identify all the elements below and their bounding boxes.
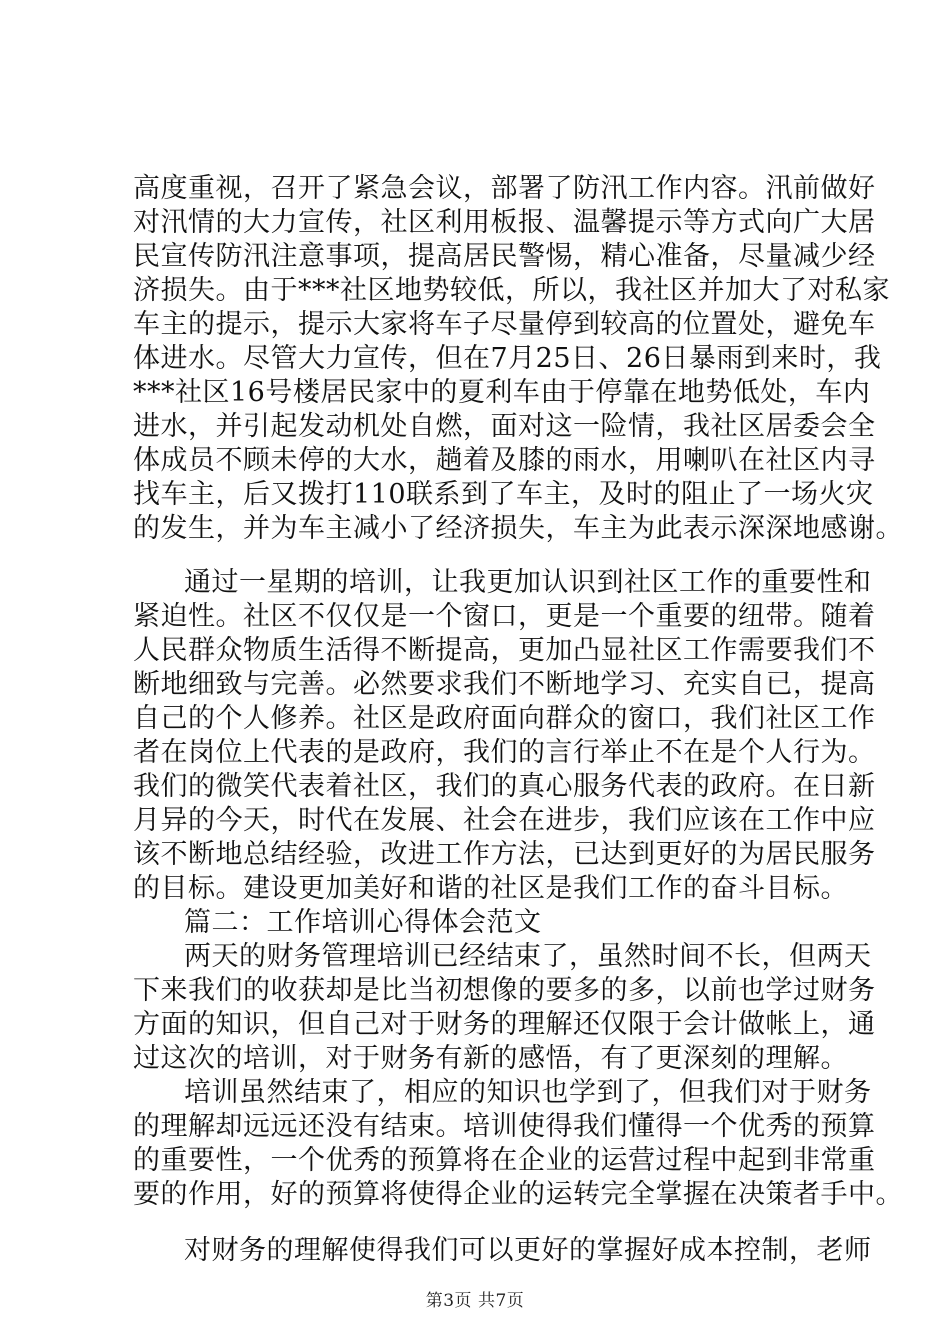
text-line: 对财务的理解使得我们可以更好的掌握好成本控制，老师	[184, 1235, 872, 1266]
text-line: 的理解却远远还没有结束。培训使得我们懂得一个优秀的预算	[133, 1111, 876, 1142]
text-line: 的发生，并为车主减小了经济损失，车主为此表示深深地感谢。	[133, 513, 903, 544]
text-line: 的目标。建设更加美好和谐的社区是我们工作的奋斗目标。	[133, 873, 848, 904]
text-line: 培训虽然结束了，相应的知识也学到了，但我们对于财务	[184, 1077, 872, 1108]
text-line: 我们的微笑代表着社区，我们的真心服务代表的政府。在日新	[133, 771, 876, 802]
text-line: ***社区16号楼居民家中的夏利车由于停靠在地势低处，车内	[133, 377, 871, 408]
text-line: 车主的提示，提示大家将车子尽量停到较高的位置处，避免车	[133, 309, 876, 340]
text-line: 两天的财务管理培训已经结束了，虽然时间不长，但两天	[184, 941, 872, 972]
text-line: 高度重视，召开了紧急会议，部署了防汛工作内容。汛前做好	[133, 173, 876, 204]
text-line: 体进水。尽管大力宣传，但在7月25日、26日暴雨到来时，我	[133, 343, 882, 374]
page-footer: 第3页 共7页	[425, 1291, 525, 1311]
text-line: 下来我们的收获却是比当初想像的要多的多，以前也学过财务	[133, 975, 876, 1006]
text-line: 该不断地总结经验，改进工作方法，已达到更好的为居民服务	[133, 839, 876, 870]
text-line: 方面的知识，但自己对于财务的理解还仅限于会计做帐上，通	[133, 1009, 876, 1040]
text-line: 者在岗位上代表的是政府，我们的言行举止不在是个人行为。	[133, 737, 876, 768]
text-line: 自己的个人修养。社区是政府面向群众的窗口，我们社区工作	[133, 703, 876, 734]
text-line: 体成员不顾未停的大水，趟着及膝的雨水，用喇叭在社区内寻	[133, 445, 876, 476]
text-line: 进水，并引起发动机处自燃，面对这一险情，我社区居委会全	[133, 411, 876, 442]
text-line: 人民群众物质生活得不断提高，更加凸显社区工作需要我们不	[133, 635, 876, 666]
text-line: 的重要性，一个优秀的预算将在企业的运营过程中起到非常重	[133, 1145, 876, 1176]
text-line: 济损失。由于***社区地势较低，所以，我社区并加大了对私家	[133, 275, 890, 306]
text-line: 民宣传防汛注意事项，提高居民警惕，精心准备，尽量减少经	[133, 241, 876, 272]
text-line: 通过一星期的培训，让我更加认识到社区工作的重要性和	[184, 567, 872, 598]
text-line: 月异的今天，时代在发展、社会在进步，我们应该在工作中应	[133, 805, 876, 836]
text-line: 对汛情的大力宣传，社区利用板报、温馨提示等方式向广大居	[133, 207, 876, 238]
text-line: 要的作用，好的预算将使得企业的运转完全掌握在决策者手中。	[133, 1179, 903, 1210]
text-line: 紧迫性。社区不仅仅是一个窗口，更是一个重要的纽带。随着	[133, 601, 876, 632]
text-line: 断地细致与完善。必然要求我们不断地学习、充实自已，提高	[133, 669, 876, 700]
text-line: 过这次的培训，对于财务有新的感悟，有了更深刻的理解。	[133, 1043, 848, 1074]
text-line: 找车主，后又拨打110联系到了车主，及时的阻止了一场火灾	[133, 479, 874, 510]
section-heading: 篇二：工作培训心得体会范文	[184, 907, 542, 938]
